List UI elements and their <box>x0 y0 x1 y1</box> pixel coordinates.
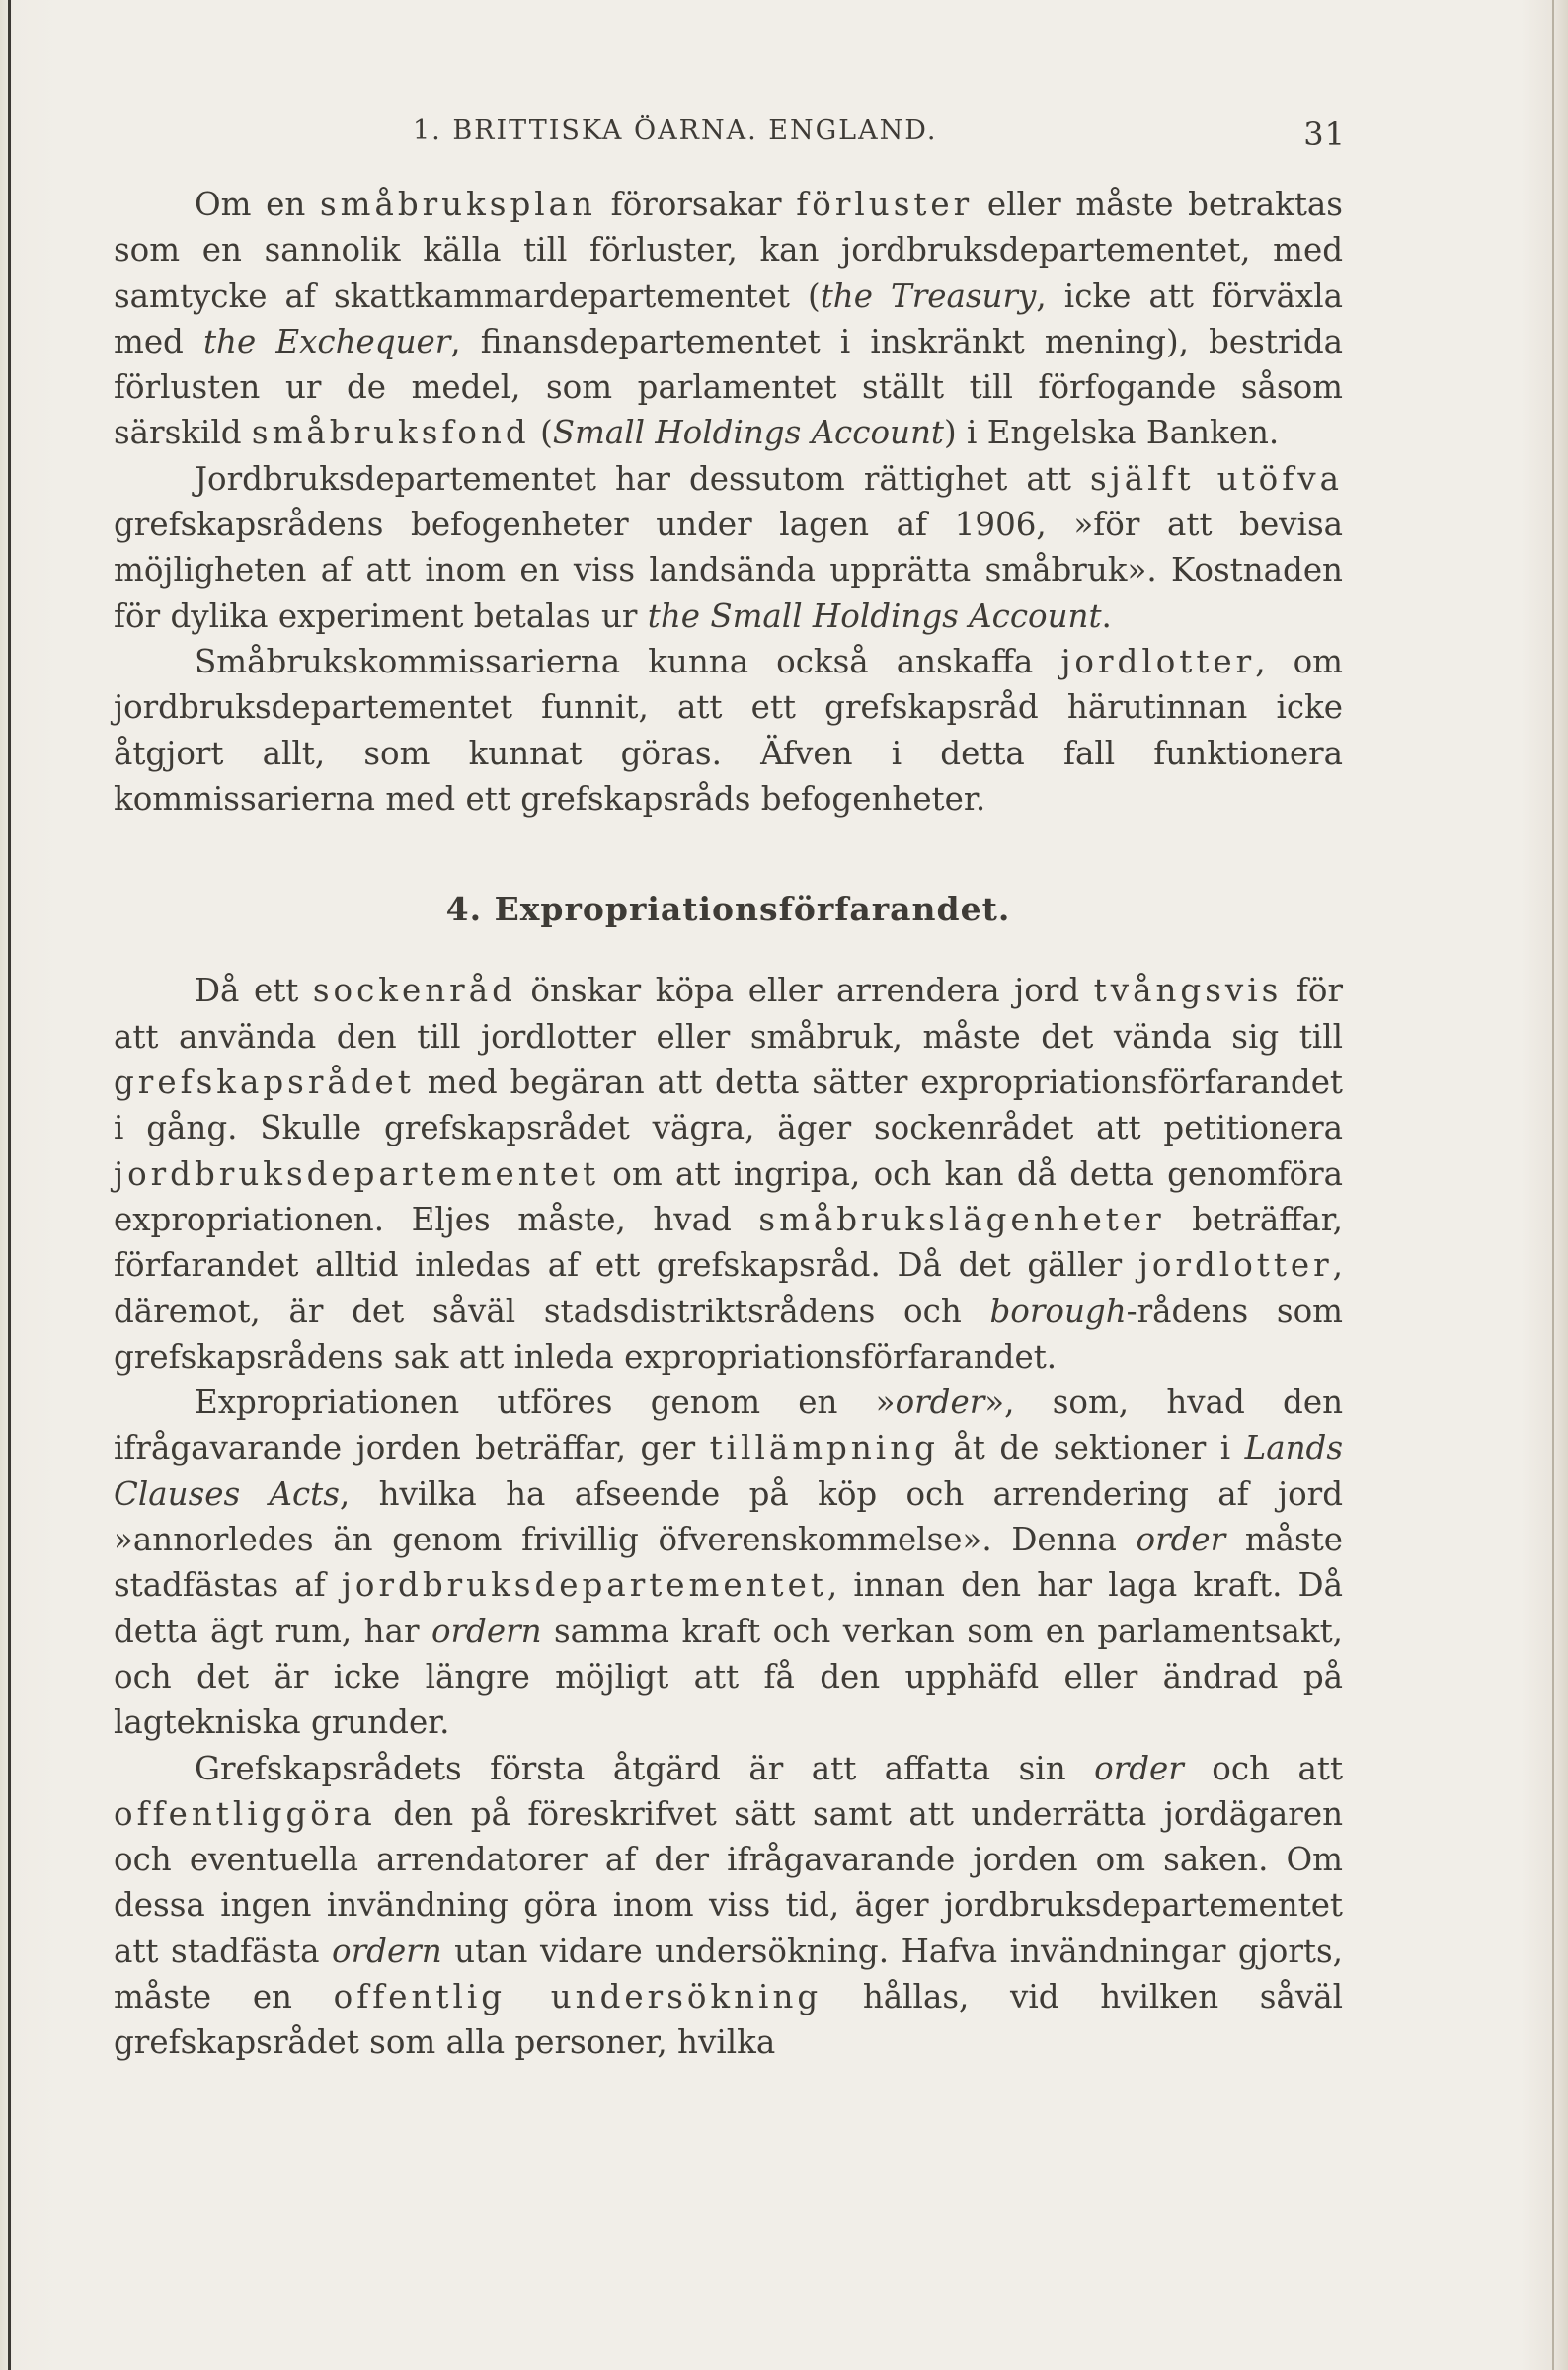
italic-term: the Treasury <box>820 276 1037 315</box>
italic-term: order <box>1136 1521 1226 1559</box>
page-number: 31 <box>1303 116 1346 153</box>
spaced-term: tillämpning <box>709 1429 939 1467</box>
text-run: förorsakar <box>596 186 797 223</box>
text-run: och att <box>1183 1749 1344 1787</box>
text-run: Jordbruksdepartementet har dessutom rättighet att <box>195 459 1090 498</box>
text-run: ) i Engelska Banken. <box>943 414 1280 452</box>
spaced-term: jordbruksdepartementet <box>341 1566 827 1605</box>
spaced-term: själft utöfva <box>1089 459 1343 498</box>
text-run: grefskapsrådens befogenheter under lagen af 1906, »för att bevisa möjligheten af att inom en viss landsända upprätta småbruk». Kostnaden för dylika experiment betalas ur <box>114 506 1343 635</box>
spaced-term: grefskapsrådet <box>114 1064 415 1102</box>
text-run: , icke att förväxla med <box>114 276 1344 360</box>
text-run: för att använda den till jordlotter eller småbruk, måste det vända sig till <box>114 972 1343 1056</box>
italic-term: the Exchequer <box>203 322 451 360</box>
page-left-edge <box>8 0 11 2370</box>
text-run: med begäran att detta sätter expropriationsförfarandet i gång. Skulle grefskapsrådet vägra, äger sockenrådet att petitionera <box>114 1064 1343 1147</box>
text-run: , finansdepartementet i inskränkt mening), bestrida förlusten ur de medel, som parlamentet ställt till förfogande såsom särskild <box>114 322 1344 452</box>
paragraph-4 <box>114 968 1343 1380</box>
italic-term: order <box>1094 1749 1184 1787</box>
paragraph-3 <box>114 639 1343 822</box>
section-heading: 4. Expropriationsförfarandet. <box>445 890 1011 929</box>
spaced-term: offentlig undersökning <box>333 1977 823 2015</box>
text-run: Expropriationen utföres genom en » <box>195 1383 896 1422</box>
text-run: eller måste betraktas som en sannolik källa till förluster, kan jordbruksdepartementet, med samtycke af skattkammardepartementet ( <box>114 186 1343 315</box>
text-run: samma kraft och verkan som en parlamentsakt, och det är icke längre möjligt att få den upphäfd eller ändrad på lagtekniska grunder. <box>114 1612 1343 1742</box>
text-run: den på föreskrifvet sätt samt att underrätta jordägaren och eventuella arrendatorer af der ifrågavarande jorden om saken. Om dessa ingen invändning göra inom viss tid, äger jordbruksdepartementet att stadfästa <box>114 1794 1343 1970</box>
text-run: , innan den har laga kraft. Då detta ägt rum, har <box>114 1566 1343 1650</box>
paragraph-2 <box>114 456 1343 639</box>
italic-term: borough <box>989 1292 1127 1330</box>
text-run: Grefskapsrådets första åtgärd är att affatta sin <box>195 1749 1095 1787</box>
running-header <box>117 116 1346 155</box>
text-run: », som, hvad den ifrågavarande jorden beträffar, ger <box>114 1383 1343 1467</box>
spaced-term: småbrukslägenheter <box>758 1200 1165 1238</box>
text-run: Om en <box>195 186 320 223</box>
body-text <box>114 182 1343 2066</box>
text-run: -rådens som grefskapsrådens sak att inleda expropriationsförfarandet. <box>114 1292 1343 1376</box>
spaced-term: jordlotter <box>1137 1246 1333 1285</box>
spaced-term: jordbruksdepartementet <box>114 1154 600 1193</box>
italic-term: order <box>895 1383 985 1422</box>
text-run: åt de sektioner i <box>938 1429 1245 1467</box>
italic-term: ordern <box>332 1932 442 1970</box>
spaced-term: småbruksfond <box>251 414 530 452</box>
text-run: beträffar, förfarandet alltid inledas af ett grefskapsråd. Då det gäller <box>114 1200 1343 1285</box>
spaced-term: förluster <box>796 186 974 223</box>
italic-term: Lands Clauses Acts <box>114 1429 1343 1513</box>
italic-term: ordern <box>431 1612 542 1650</box>
paragraph-1 <box>114 182 1343 456</box>
spaced-term: jordlotter <box>1060 642 1256 680</box>
text-run: Småbrukskommissarierna kunna också anskaffa <box>195 642 1061 680</box>
text-run: utan vidare undersökning. Hafva invändningar gjorts, måste en <box>114 1932 1343 2015</box>
text-run: önskar köpa eller arrendera jord <box>515 972 1094 1010</box>
text-run: , däremot, är det såväl stadsdistriktsrådens och <box>114 1246 1343 1330</box>
spaced-term: offentliggöra <box>114 1794 376 1833</box>
text-run: ( <box>529 414 553 452</box>
page-right-edge <box>1552 0 1554 2370</box>
italic-term: Small Holdings Account <box>552 414 944 452</box>
text-run: hållas, vid hvilken såväl grefskapsrådet som alla personer, hvilka <box>114 1977 1343 2062</box>
spaced-term: tvångsvis <box>1093 972 1283 1010</box>
text-run: måste stadfästas af <box>114 1521 1344 1605</box>
header-title: 1. BRITTISKA ÖARNA. ENGLAND. <box>413 116 938 146</box>
paragraph-5 <box>114 1380 1343 1745</box>
italic-term: the Small Holdings Account <box>647 596 1102 635</box>
spaced-term: sockenråd <box>312 972 516 1010</box>
text-run: , om jordbruksdepartementet funnit, att ett grefskapsråd härutinnan icke åtgjort allt, som kunnat göras. Äfven i detta fall funktionera kommissarierna med ett grefskapsråds befogenheter. <box>114 642 1343 818</box>
text-run: . <box>1101 596 1112 635</box>
text-run: , hvilka ha afseende på köp och arrendering af jord »annorledes än genom frivillig öfverenskommelse». Denna <box>114 1474 1343 1559</box>
text-run: Då ett <box>195 972 313 1010</box>
spaced-term: småbruksplan <box>319 186 596 223</box>
text-run: om att ingripa, och kan då detta genomföra expropriationen. Eljes måste, hvad <box>114 1154 1343 1238</box>
paragraph-6 <box>114 1746 1343 2066</box>
